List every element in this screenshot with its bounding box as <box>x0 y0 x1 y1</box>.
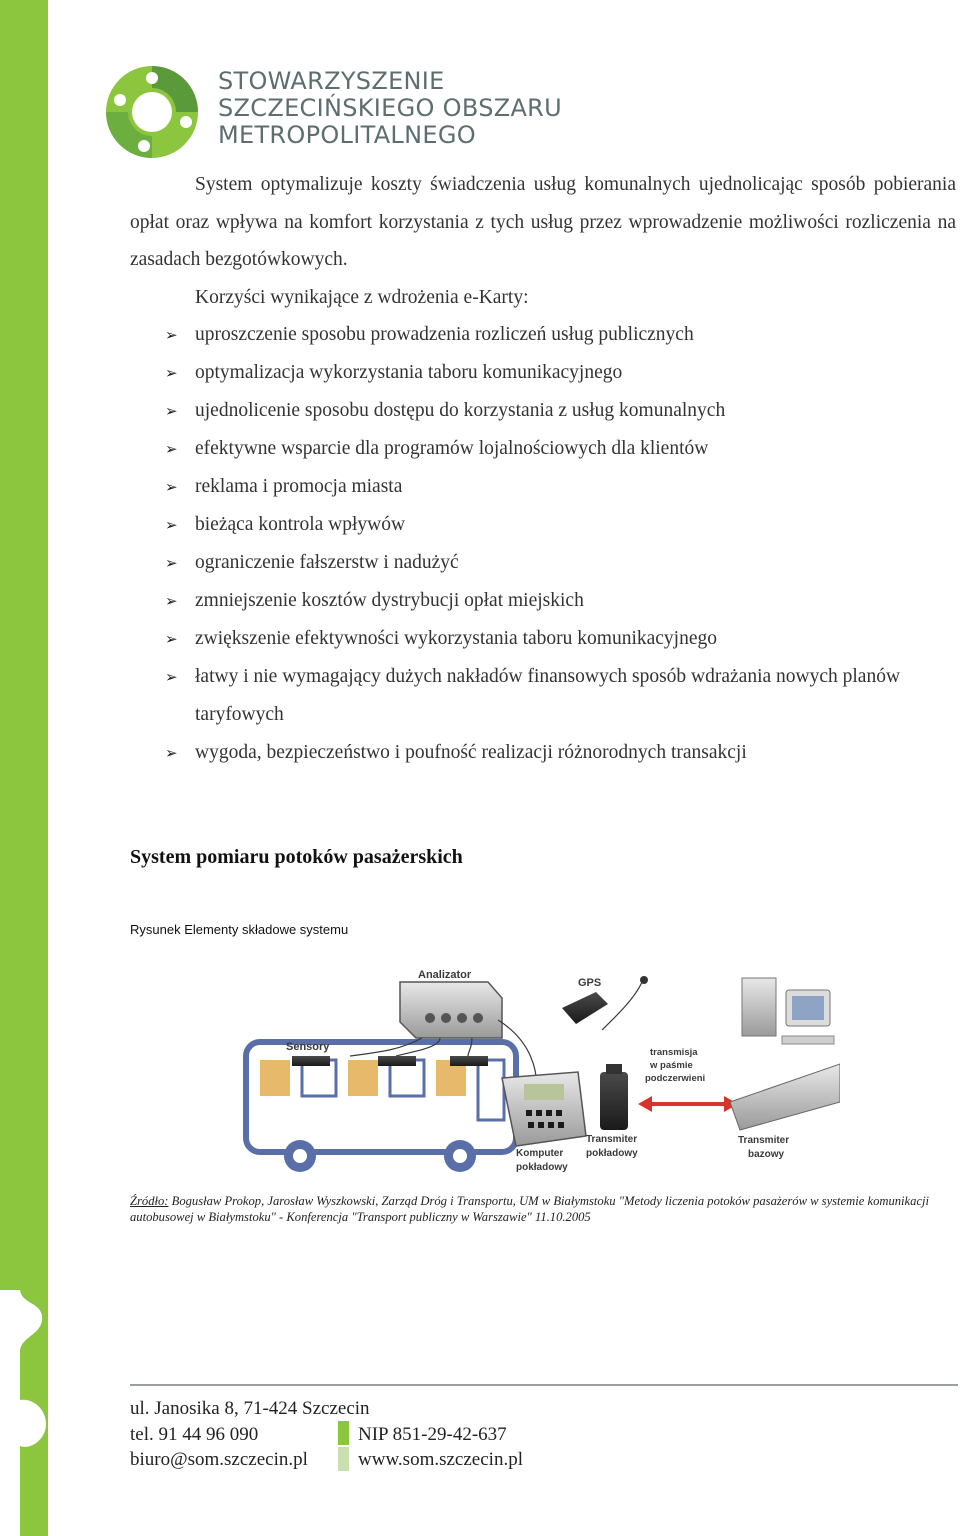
list-item <box>130 392 956 430</box>
benefits-list <box>130 316 956 772</box>
arrow-bullet-icon: ➢ <box>165 478 178 496</box>
ir-label-line-2: w paśmie <box>650 1060 693 1071</box>
list-item <box>130 430 956 468</box>
arrow-bullet-icon: ➢ <box>165 554 178 572</box>
section-title: System pomiaru potoków pasażerskich <box>130 846 463 868</box>
tx-base-label-line-2: bazowy <box>748 1149 785 1160</box>
footer-website-link[interactable]: www.som.szczecin.pl <box>358 1449 523 1470</box>
arrow-bullet-icon: ➢ <box>165 744 178 762</box>
gps-icon <box>562 976 648 1024</box>
arrow-bullet-icon: ➢ <box>165 364 178 382</box>
sensors-label: Sensory <box>286 1041 330 1053</box>
analyzer-icon <box>400 982 502 1038</box>
figure-source <box>130 1193 956 1225</box>
sensor-icon <box>292 1056 488 1066</box>
list-item-text: zwiększenie efektywności wykorzystania taboru komunikacyjnego <box>195 628 717 649</box>
org-name-line-1: STOWARZYSZENIE <box>218 67 445 95</box>
organization-logo <box>100 64 204 164</box>
organization-name <box>218 68 562 149</box>
list-item-text: efektywne wsparcie dla programów lojalnościowych dla klientów <box>195 438 709 459</box>
benefits-intro: Korzyści wynikające z wdrożenia e-Karty: <box>195 286 529 308</box>
list-item-text: łatwy i nie wymagający dużych nakładów finansowych sposób wdrażania nowych planów taryfowych <box>195 666 901 725</box>
intro-paragraph: System optymalizuje koszty świadczenia usług komunalnych ujednolicając sposób pobierania opłat oraz wpływa na komfort korzystania z tych usług przez wprowadzenie możliwości rozliczenia na zasadach bezgotówkowych. <box>130 174 956 270</box>
footer-contact <box>130 1396 523 1473</box>
list-item <box>130 316 956 354</box>
org-name-line-2: SZCZECIŃSKIEGO OBSZARU <box>218 94 563 122</box>
onboard-transmitter-icon <box>600 1064 628 1130</box>
analyzer-label: Analizator <box>418 969 472 981</box>
tx-onboard-label-line-1: Transmiter <box>586 1134 638 1145</box>
onboard-computer-icon <box>502 1072 586 1146</box>
base-computer-icon <box>742 978 834 1044</box>
list-item <box>130 354 956 392</box>
list-item <box>130 544 956 582</box>
list-item-text: uproszczenie sposobu prowadzenia rozliczeń usług publicznych <box>195 324 694 345</box>
tx-base-label-line-1: Transmiter <box>738 1135 790 1146</box>
base-transmitter-icon <box>730 1064 840 1130</box>
footer-email-link[interactable]: biuro@som.szczecin.pl <box>130 1449 308 1470</box>
org-name-line-3: METROPOLITALNEGO <box>218 121 476 149</box>
arrow-bullet-icon: ➢ <box>165 668 178 686</box>
footer-divider <box>130 1384 958 1386</box>
arrow-bullet-icon: ➢ <box>165 440 178 458</box>
footer-address: ul. Janosika 8, 71-424 Szczecin <box>130 1398 370 1419</box>
gps-label: GPS <box>578 977 602 989</box>
source-text: Bogusław Prokop, Jarosław Wyszkowski, Zarząd Dróg i Transportu, UM w Białymstoku "Metody liczenia potoków pasażerów w systemie komunikacji autobusowej w Białymstoku" - Konferencja "Transport publiczny w Warszawie" 11.10.2005 <box>130 1194 930 1224</box>
arrow-bullet-icon: ➢ <box>165 592 178 610</box>
computer-label-line-2: pokładowy <box>516 1162 568 1173</box>
arrow-bullet-icon: ➢ <box>165 402 178 420</box>
list-item-text: reklama i promocja miasta <box>195 476 403 497</box>
footer-nip: NIP 851-29-42-637 <box>358 1423 507 1445</box>
computer-label-line-1: Komputer <box>516 1148 564 1159</box>
puzzle-decoration-icon <box>0 1290 60 1536</box>
tx-onboard-label-line-2: pokładowy <box>586 1148 638 1159</box>
list-item-text: ujednolicenie sposobu dostępu do korzystania z usług komunalnych <box>195 400 726 421</box>
list-item-text: optymalizacja wykorzystania taboru komunikacyjnego <box>195 362 623 383</box>
arrow-bullet-icon: ➢ <box>165 516 178 534</box>
list-item <box>130 582 956 620</box>
ir-label-line-3: podczerwieni <box>645 1073 706 1084</box>
source-label: Źródło: <box>130 1194 169 1208</box>
list-item-text: ograniczenie fałszerstw i nadużyć <box>195 552 459 573</box>
ir-label-line-1: transmisja <box>650 1047 698 1058</box>
document-body <box>130 166 956 772</box>
list-item-text: bieżąca kontrola wpływów <box>195 514 406 535</box>
list-item <box>130 658 956 734</box>
arrow-bullet-icon: ➢ <box>165 326 178 344</box>
list-item-text: wygoda, bezpieczeństwo i poufność realizacji różnorodnych transakcji <box>195 742 747 763</box>
list-item <box>130 620 956 658</box>
list-item-text: zmniejszenie kosztów dystrybucji opłat miejskich <box>195 590 584 611</box>
infrared-arrow-icon <box>638 1096 738 1112</box>
list-item <box>130 468 956 506</box>
figure-caption: Rysunek Elementy składowe systemu <box>130 922 349 937</box>
list-item <box>130 506 956 544</box>
list-item <box>130 734 956 772</box>
footer-phone: tel. 91 44 96 090 <box>130 1423 259 1445</box>
system-components-diagram <box>240 960 840 1180</box>
arrow-bullet-icon: ➢ <box>165 630 178 648</box>
